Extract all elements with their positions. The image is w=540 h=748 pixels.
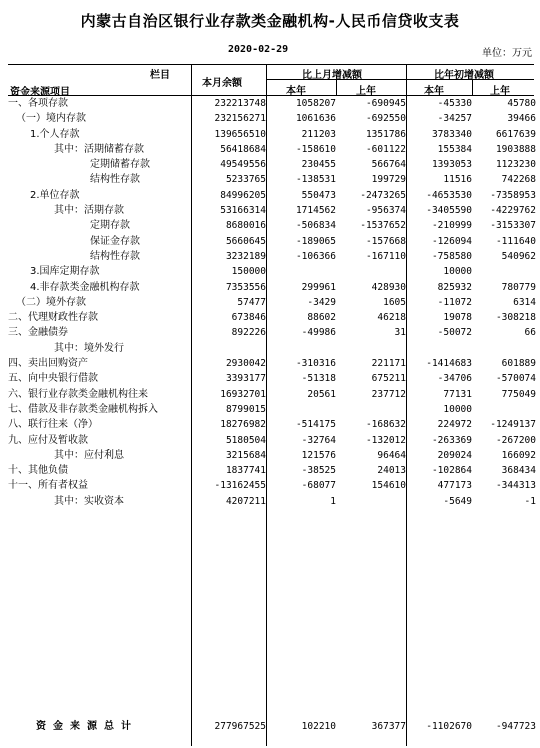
table-row [8, 387, 534, 402]
cell-balance: 8680016 [225, 220, 266, 232]
cell-month-last-year: -2473265 [360, 189, 406, 201]
cell-month-this-year: -49986 [301, 327, 336, 339]
row-label: 五、向中央银行借款 [8, 373, 98, 385]
cell-ytd-this-year: 1393053 [431, 159, 472, 171]
cell-month-this-year: 1061636 [295, 113, 336, 125]
cell-ytd-this-year: -210999 [431, 220, 472, 232]
cell-balance: 5660645 [225, 235, 266, 247]
table-row [8, 280, 534, 295]
corner-top-label: 栏目 [150, 70, 170, 81]
table-row [8, 295, 534, 310]
cell-month-this-year: 211203 [301, 128, 336, 140]
table-row [8, 172, 534, 187]
cell-month-last-year: -132012 [365, 434, 406, 446]
cell-month-this-year: -38525 [301, 465, 336, 477]
row-label: 其中：活期存款 [54, 205, 124, 217]
cell-ytd-this-year: -3405590 [426, 205, 472, 217]
cell-balance: 139656510 [214, 128, 266, 140]
cell-balance: 57477 [237, 296, 266, 308]
cell-month-last-year: 237712 [371, 388, 406, 400]
cell-balance: 4207211 [225, 495, 266, 507]
table-row [8, 310, 534, 325]
cell-ytd-last-year: 166092 [501, 449, 536, 461]
cell-ytd-last-year: -344313 [495, 480, 536, 492]
cell-month-last-year: 428930 [371, 281, 406, 293]
cell-balance: 232156271 [214, 113, 266, 125]
table-row [8, 371, 534, 386]
last-year-header: 上年 [490, 86, 510, 97]
cell-month-last-year: 154610 [371, 480, 406, 492]
cell-ytd-this-year: -34706 [437, 373, 472, 385]
cell-month-last-year: -157668 [365, 235, 406, 247]
table-row [8, 96, 534, 111]
row-label: 结构性存款 [90, 250, 140, 262]
table-row [8, 111, 534, 126]
vs-last-month-header: 比上月增减额 [302, 70, 362, 81]
cell-ytd-this-year: -50072 [437, 327, 472, 339]
table-row [8, 142, 534, 157]
total-row [8, 719, 534, 735]
cell-month-this-year: 20561 [307, 388, 336, 400]
cell-month-this-year: -189065 [295, 235, 336, 247]
row-label: 二、代理财政性存款 [8, 312, 98, 324]
cell-balance: 7353556 [225, 281, 266, 293]
row-label: 四、卖出回购资产 [8, 358, 88, 370]
row-label: 定期储蓄存款 [90, 159, 150, 171]
table-row [8, 325, 534, 340]
table-row [8, 157, 534, 172]
cell-month-this-year: -514175 [295, 419, 336, 431]
cell-balance: 18276982 [220, 419, 266, 431]
cell-ytd-last-year: -308218 [495, 312, 536, 324]
cell-month-last-year: -601122 [365, 143, 406, 155]
balance-header: 本月余额 [202, 78, 242, 89]
cell-balance: 3232189 [225, 250, 266, 262]
cell-month-this-year: -51318 [301, 373, 336, 385]
cell-month-this-year: 1714562 [295, 205, 336, 217]
cell-ytd-last-year: 6617639 [495, 128, 536, 140]
table-row [8, 463, 534, 478]
cell-ytd-this-year: 155384 [437, 143, 472, 155]
table-row [8, 448, 534, 463]
cell-month-this-year: 550473 [301, 189, 336, 201]
table-row [8, 188, 534, 203]
cell-month-this-year: -68077 [301, 480, 336, 492]
table-row [8, 127, 534, 142]
cell-ytd-last-year: 368434 [501, 465, 536, 477]
cell-ytd-this-year: -1414683 [426, 358, 472, 370]
table-row [8, 264, 534, 279]
cell-month-last-year: -1537652 [360, 220, 406, 232]
row-label: 定期存款 [90, 220, 130, 232]
cell-ytd-last-year: 39466 [507, 113, 536, 125]
vs-year-start-header: 比年初增减额 [434, 70, 494, 81]
table-row [8, 341, 534, 356]
cell-month-last-year: 566764 [371, 159, 406, 171]
cell-ytd-this-year: -126094 [431, 235, 472, 247]
cell-ytd-last-year: -267200 [495, 434, 536, 446]
row-label: 2.单位存款 [30, 189, 80, 201]
cell-ytd-last-year: -1249137 [490, 419, 536, 431]
cell-ytd-this-year: -4653530 [426, 189, 472, 201]
cell-balance: 5233765 [225, 174, 266, 186]
cell-month-last-year: -168632 [365, 419, 406, 431]
col-divider [472, 79, 473, 96]
total-label: 资金来源总计 [36, 721, 138, 732]
cell-ytd-last-year: 45780 [507, 98, 536, 109]
cell-month-last-year: -956374 [365, 205, 406, 217]
row-label: 保证金存款 [90, 235, 140, 247]
cell-month-this-year: 121576 [301, 449, 336, 461]
cell-ytd-last-year: 1903888 [495, 143, 536, 155]
report-date: 2020-02-29 [228, 44, 289, 55]
cell-ytd-this-year: 10000 [443, 403, 472, 415]
row-label: 其中：实收资本 [54, 495, 124, 507]
row-label: 3.国库定期存款 [30, 266, 100, 278]
this-year-header: 本年 [286, 86, 306, 97]
row-label: 结构性存款 [90, 174, 140, 186]
cell-ytd-last-year: 6314 [513, 296, 536, 308]
table-row [8, 402, 534, 417]
cell-month-last-year: 675211 [371, 373, 406, 385]
row-label: 其中：应付利息 [54, 449, 124, 461]
cell-ytd-this-year: -34257 [437, 113, 472, 125]
row-label: 其中：境外发行 [54, 342, 124, 354]
table-row [8, 203, 534, 218]
cell-ytd-last-year: 66 [524, 327, 536, 339]
cell-ytd-this-year: -758580 [431, 250, 472, 262]
row-label: 十、其他负债 [8, 465, 68, 477]
cell-ytd-last-year: 775049 [501, 388, 536, 400]
corner-bottom-label: 资金来源项目 [10, 87, 70, 98]
cell-month-last-year: 46218 [377, 312, 406, 324]
total-ytd-last-year: -947723 [495, 721, 536, 732]
cell-month-last-year: 31 [394, 327, 406, 339]
cell-month-this-year: 1 [330, 495, 336, 507]
cell-month-last-year: 1351786 [365, 128, 406, 140]
cell-ytd-this-year: -102864 [431, 465, 472, 477]
total-month-this-year: 102210 [301, 721, 336, 732]
cell-ytd-this-year: -45330 [437, 98, 472, 109]
this-year-header: 本年 [424, 86, 444, 97]
cell-month-this-year: -158610 [295, 143, 336, 155]
cell-balance: 5180504 [225, 434, 266, 446]
cell-month-this-year: -32764 [301, 434, 336, 446]
cell-ytd-this-year: 224972 [437, 419, 472, 431]
table-row [8, 494, 534, 509]
cell-month-last-year: 24013 [377, 465, 406, 477]
table-top-rule [8, 64, 534, 65]
cell-ytd-last-year: 1123230 [495, 159, 536, 171]
cell-month-this-year: -138531 [295, 174, 336, 186]
cell-balance: 3393177 [225, 373, 266, 385]
cell-ytd-last-year: 601889 [501, 358, 536, 370]
cell-month-last-year: 221171 [371, 358, 406, 370]
row-label: 其中：活期储蓄存款 [54, 143, 144, 155]
table-row [8, 478, 534, 493]
row-label: （二）境外存款 [16, 296, 86, 308]
cell-ytd-this-year: -11072 [437, 296, 472, 308]
row-label: 八、联行往来（净） [8, 419, 98, 431]
cell-balance: 16932701 [220, 388, 266, 400]
table-row [8, 417, 534, 432]
cell-month-last-year: 1605 [383, 296, 406, 308]
cell-ytd-this-year: 477173 [437, 480, 472, 492]
total-balance: 277967525 [214, 721, 266, 732]
cell-ytd-last-year: -1 [524, 495, 536, 507]
cell-balance: 49549556 [220, 159, 266, 171]
table-row [8, 249, 534, 264]
cell-ytd-this-year: 77131 [443, 388, 472, 400]
cell-ytd-this-year: 825932 [437, 281, 472, 293]
cell-ytd-this-year: -5649 [443, 495, 472, 507]
row-label: 一、各项存款 [8, 98, 68, 109]
cell-ytd-last-year: -111640 [495, 235, 536, 247]
report-title: 内蒙古自治区银行业存款类金融机构-人民币信贷收支表 [80, 12, 460, 30]
cell-month-this-year: -3429 [307, 296, 336, 308]
row-label: 十一、所有者权益 [8, 480, 88, 492]
cell-month-this-year: 88602 [307, 312, 336, 324]
cell-ytd-last-year: -570074 [495, 373, 536, 385]
cell-ytd-last-year: 540962 [501, 250, 536, 262]
cell-balance: 56418684 [220, 143, 266, 155]
cell-balance: 232213748 [214, 98, 266, 109]
row-label: （一）境内存款 [16, 113, 86, 125]
cell-ytd-this-year: -263369 [431, 434, 472, 446]
cell-ytd-last-year: -4229762 [490, 205, 536, 217]
cell-ytd-last-year: 780779 [501, 281, 536, 293]
cell-balance: 53166314 [220, 205, 266, 217]
total-ytd-this-year: -1102670 [426, 721, 472, 732]
cell-balance: 84996205 [220, 189, 266, 201]
cell-month-last-year: -167110 [365, 250, 406, 262]
row-label: 七、借款及非存款类金融机构拆入 [8, 403, 158, 415]
cell-month-last-year: -692550 [365, 113, 406, 125]
cell-month-last-year: 96464 [377, 449, 406, 461]
cell-month-this-year: -506834 [295, 220, 336, 232]
row-label: 1.个人存款 [30, 128, 80, 140]
cell-balance: 150000 [231, 266, 266, 278]
cell-ytd-this-year: 19078 [443, 312, 472, 324]
cell-month-this-year: -106366 [295, 250, 336, 262]
cell-balance: 1837741 [225, 465, 266, 477]
cell-balance: 673846 [231, 312, 266, 324]
cell-month-last-year: 199729 [371, 174, 406, 186]
cell-ytd-last-year: -3153307 [490, 220, 536, 232]
cell-ytd-this-year: 10000 [443, 266, 472, 278]
cell-month-this-year: -310316 [295, 358, 336, 370]
table-row [8, 356, 534, 371]
table-row [8, 433, 534, 448]
cell-balance: -13162455 [214, 480, 266, 492]
row-label: 三、金融债券 [8, 327, 68, 339]
cell-ytd-last-year: -7358953 [490, 189, 536, 201]
last-year-header: 上年 [356, 86, 376, 97]
table-row [8, 218, 534, 233]
col-divider [336, 79, 337, 96]
cell-ytd-this-year: 3783340 [431, 128, 472, 140]
table-row [8, 234, 534, 249]
total-month-last-year: 367377 [371, 721, 406, 732]
cell-balance: 892226 [231, 327, 266, 339]
cell-ytd-this-year: 209024 [437, 449, 472, 461]
cell-month-this-year: 1058207 [295, 98, 336, 109]
row-label: 六、银行业存款类金融机构往来 [8, 388, 148, 400]
cell-month-last-year: -690945 [365, 98, 406, 109]
cell-month-this-year: 230455 [301, 159, 336, 171]
row-label: 九、应付及暂收款 [8, 434, 88, 446]
table-body [8, 96, 534, 509]
cell-balance: 8799015 [225, 403, 266, 415]
cell-balance: 3215684 [225, 449, 266, 461]
unit-label: 单位：万元 [482, 48, 532, 59]
cell-ytd-this-year: 11516 [443, 174, 472, 186]
cell-balance: 2930042 [225, 358, 266, 370]
cell-month-this-year: 299961 [301, 281, 336, 293]
cell-ytd-last-year: 742268 [501, 174, 536, 186]
row-label: 4.非存款类金融机构存款 [30, 281, 140, 293]
